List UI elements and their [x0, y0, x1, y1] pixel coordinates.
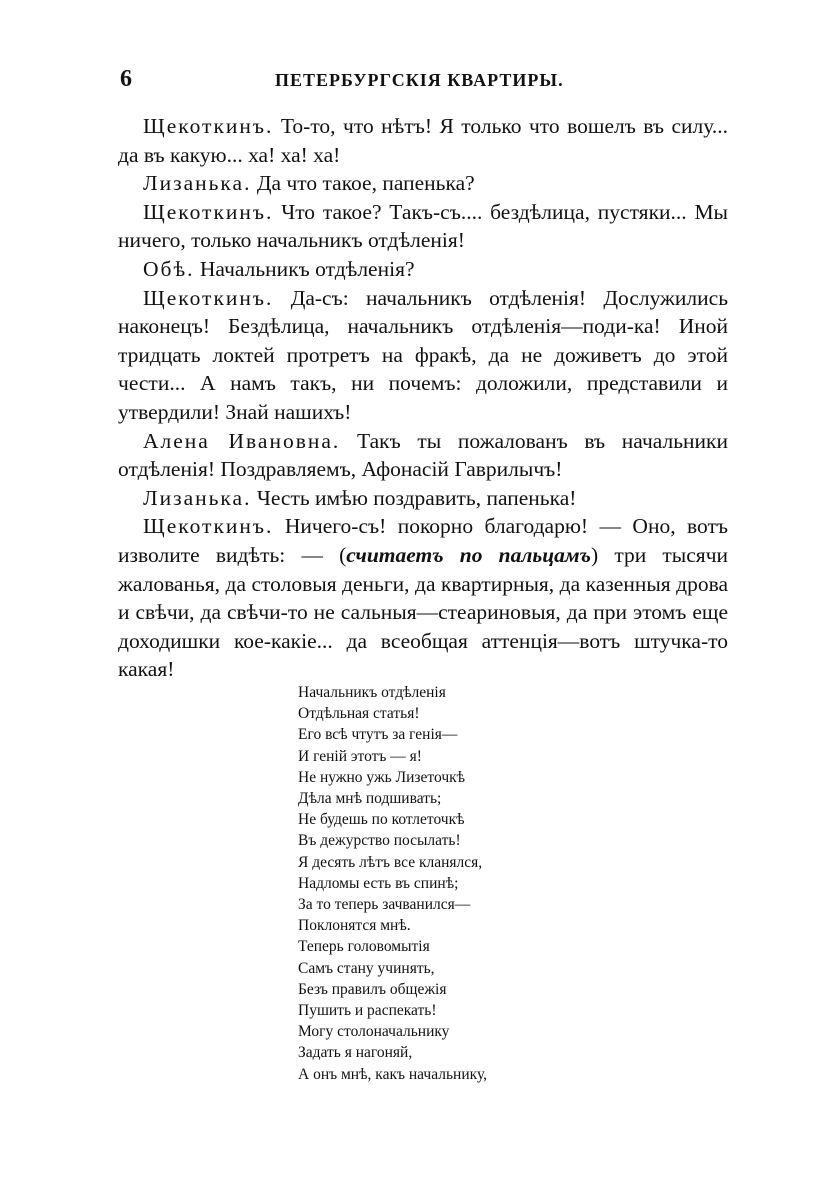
dialogue-text: Что такое? Такъ-съ.... бездѣлица, пустяки... Мы ничего, только начальникъ отдѣленія! [118, 199, 729, 253]
verse-line: Дѣла мнѣ подшивать; [298, 790, 442, 808]
verse-line: Не будешь по котлеточкѣ [298, 811, 465, 829]
verse-line: А онъ мнѣ, какъ начальнику, [298, 1065, 488, 1083]
dialogue-paragraph [118, 427, 728, 484]
verse-line: Могу столоначальнику [298, 1023, 450, 1041]
dialogue-text: Да что такое, папенька? [256, 171, 475, 196]
verse-line: Я десять лѣтъ все кланялся, [298, 853, 483, 871]
running-title: ПЕТЕРБУРГСКІЯ КВАРТИРЫ. [275, 70, 564, 90]
dialogue-text: Такъ ты пожалованъ въ начальники отдѣленія! Поздравляемъ, Афонасій Гаврилычъ! [118, 428, 729, 482]
verse-line: Поклонятся мнѣ. [298, 917, 411, 935]
speaker-name: Лизанька. [143, 171, 252, 196]
dialogue-text: ) три тысячи жалованья, да столовыя деньги, да квартирныя, да казенныя дрова и свѣчи, да свѣчи-то не сальныя—стеариновыя, да при этомъ еще доходишки кое-какіе... да всеобщая аттенція—вотъ штучка-то какая! [118, 542, 729, 682]
verse-line: Надломы есть въ спинѣ; [298, 874, 459, 892]
verse-line: Теперь головомытія [298, 938, 430, 956]
dialogue-paragraph [118, 284, 728, 427]
speaker-name: Алена Ивановна. [143, 428, 341, 453]
speaker-name: Щекоткинъ. [143, 114, 274, 138]
verse-line: Отдѣльная статья! [298, 705, 420, 723]
dialogue-paragraph [118, 169, 728, 198]
verse-line: Самъ стану учинять, [298, 959, 435, 977]
dialogue-paragraph [118, 484, 728, 513]
dialogue-text: Да-съ: начальникъ отдѣленія! Дослужились наконецъ! Бездѣлица, начальникъ отдѣленія—поди-ка! Иной тридцать локтей протретъ на фракѣ, да не доживетъ до этой чести... А намъ такъ, ни почемъ: доложили, представили и утвердили! Знай нашихъ! [118, 285, 728, 424]
verse-line: Въ дежурство посылать! [298, 832, 461, 850]
verse-line: Начальникъ отдѣленія [298, 684, 446, 701]
song-verse [298, 682, 618, 1085]
speaker-name: Обѣ. [143, 256, 195, 281]
verse-line: И геній этотъ — я! [298, 747, 422, 765]
dialogue-block [118, 112, 728, 684]
verse-line: Пушить и распекать! [298, 1002, 437, 1020]
dialogue-text: Начальникъ отдѣленія? [199, 256, 415, 281]
page-header [120, 66, 730, 96]
dialogue-text: Ничего-съ! покорно благодарю! — Оно, вотъ изволите видѣть: — ( [118, 514, 729, 567]
verse-line: Задать я нагоняй, [298, 1044, 413, 1062]
speaker-name: Щекоткинъ. [143, 199, 274, 224]
speaker-name: Щекоткинъ. [143, 514, 274, 539]
dialogue-paragraph [118, 112, 728, 169]
verse-line: Безъ правилъ общежія [298, 980, 447, 998]
dialogue-paragraph [118, 198, 728, 255]
page-number: 6 [120, 66, 132, 92]
dialogue-text: То-то, что нѣтъ! Я только что вошелъ въ силу... да въ какую... ха! ха! ха! [118, 114, 729, 167]
verse-line: За то теперь зачванился— [298, 896, 471, 914]
stage-direction: считаетъ по пальцамъ [346, 542, 591, 567]
speaker-name: Лизанька. [143, 485, 252, 510]
speaker-name: Щекоткинъ. [143, 285, 274, 310]
verse-line: Его всѣ чтутъ за генія— [298, 726, 458, 744]
dialogue-paragraph [118, 512, 728, 684]
dialogue-paragraph [118, 255, 728, 284]
verse-line: Не нужно ужь Лизеточкѣ [298, 768, 466, 786]
dialogue-text: Честь имѣю поздравить, папенька! [256, 485, 577, 510]
